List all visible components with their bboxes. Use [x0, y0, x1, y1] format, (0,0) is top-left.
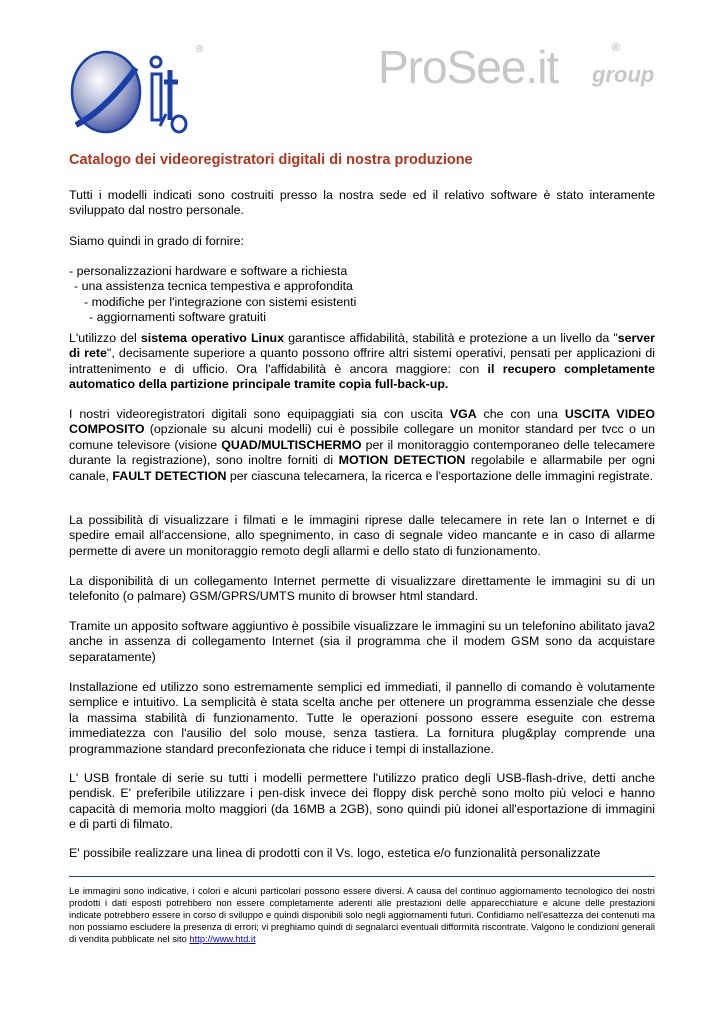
outputs-paragraph: I nostri videoregistratori digitali sono equipaggiati sia con uscita VGA che con una USCITA VIDEO COMPOSITO (opzionale su alcuni modelli) cui è possibile collegare un monitor standard per tvcc o un comune televisore (visione QUAD/MULTISCHERMO per il monitoraggio contemporaneo delle telecamere durante la registrazione), sono inoltre forniti di MOTION DETECTION regolabile e allarmabile per ogni canale, FAULT DETECTION per ciascuna telecamera, la ricerca e l'esportazione delle immagini registrate. [69, 407, 655, 483]
brand-registered-mark: ® [612, 42, 621, 54]
footer-divider [69, 876, 655, 877]
network-paragraph: La possibilità di visualizzare i filmati e le immagini riprese dalle telecamere in rete lan o Internet e di spedire email all'accensione, allo spegnimento, in caso di segnale video mancante e in caso di allarme permette di avere un monitoraggio remoto degli allarmi e dello stato di funzionamento. [69, 513, 655, 558]
offer-list [69, 264, 655, 326]
list-item: - personalizzazioni hardware e software a richiesta [69, 264, 348, 278]
globe-logo-icon [66, 40, 216, 140]
brand-group: group [592, 62, 655, 87]
brand-name: ProSee.it [378, 41, 559, 93]
document-title: Catalogo dei videoregistratori digitali di nostra produzione [69, 152, 473, 168]
usb-paragraph: L' USB frontale di serie su tutti i modelli permettere l'utilizzo pratico degli USB-flash-drive, detti anche pendisk. E' preferibile utilizzare i pen-disk invece dei floppy disk perchè sono molto più veloci e hanno capacità di memoria molto maggiori (da 16MB a 2GB), sono quindi più idonei all'esportazione di immagini e di parti di filmato. [69, 771, 655, 832]
list-item: - una assistenza tecnica tempestiva e approfondita [74, 279, 353, 294]
list-item: - aggiornamenti software gratuiti [89, 310, 266, 325]
linux-paragraph: L'utilizzo del sistema operativo Linux garantisce affidabilità, stabilità e protezione a un livello da "server di rete", decisamente superiore a quanto possono offrire altri sistemi operativi, pensati per applicazioni di intrattenimento e di ufficio. Ora l'affidabilità è ancora maggiore: con il recupero completamente automatico della partizione principale tramite copia full-back-up. [69, 331, 656, 392]
mobile-paragraph: La disponibilità di un collegamento Internet permette di visualizzare direttamente le immagini su di un telefonito (o palmare) GSM/GPRS/UMTS munito di browser html standard. [69, 574, 655, 604]
website-link[interactable]: http://www.htd.it [189, 933, 256, 944]
registered-mark: ® [196, 44, 204, 55]
java-paragraph: Tramite un apposito software aggiuntivo è possibile visualizzare le immagini su un telefonino abilitato java2 anche in assenza di collegamento Internet (sia il programma che il modem GSM sono da acquistare separatamente) [69, 619, 655, 664]
custom-paragraph: E' possibile realizzare una linea di prodotti con il Vs. logo, estetica e/o funzionalità personalizzate [69, 846, 601, 860]
install-paragraph: Installazione ed utilizzo sono estremamente semplici ed immediati, il pannello di comando è volutamente semplice e intuitivo. La semplicità è stata scelta anche per ottenere un programma essenziale che desse la massima stabilità di funzionamento. Tutte le operazioni possono essere eseguite con estrema immediatezza con l'ausilio del solo mouse, senza tastiera. La fornitura plug&play comprende una programmazione standard preconfezionata che riduce i tempi di installazione. [69, 680, 655, 756]
intro-paragraph: Tutti i modelli indicati sono costruiti presso la nostra sede ed il relativo software è stato interamente sviluppato dal nostro personale. [69, 188, 655, 218]
list-item: - modifiche per l'integrazione con sistemi esistenti [84, 294, 357, 309]
footer-disclaimer: Le immagini sono indicative, i colori e alcuni particolari possono essere diversi. A causa del continuo aggiornamento tecnologico dei nostri prodotti i dati esposti potrebbero non essere completamente aderenti alle prestazioni delle apparecchiature e alcune delle prestazioni indicate potrebbero essere in corso di sviluppo e quindi disponibili solo negli aggiornamenti futuri. Confidiamo nell'esattezza dei contenuti ma non possiamo escludere la presenza di errori; vi preghiamo quindi di segnalarci eventuali difformità riscontrate. Valgono le condizioni generali di vendita pubblicate nel sito http://www.htd.it [69, 885, 655, 944]
offer-lead: Siamo quindi in grado di fornire: [69, 234, 244, 248]
